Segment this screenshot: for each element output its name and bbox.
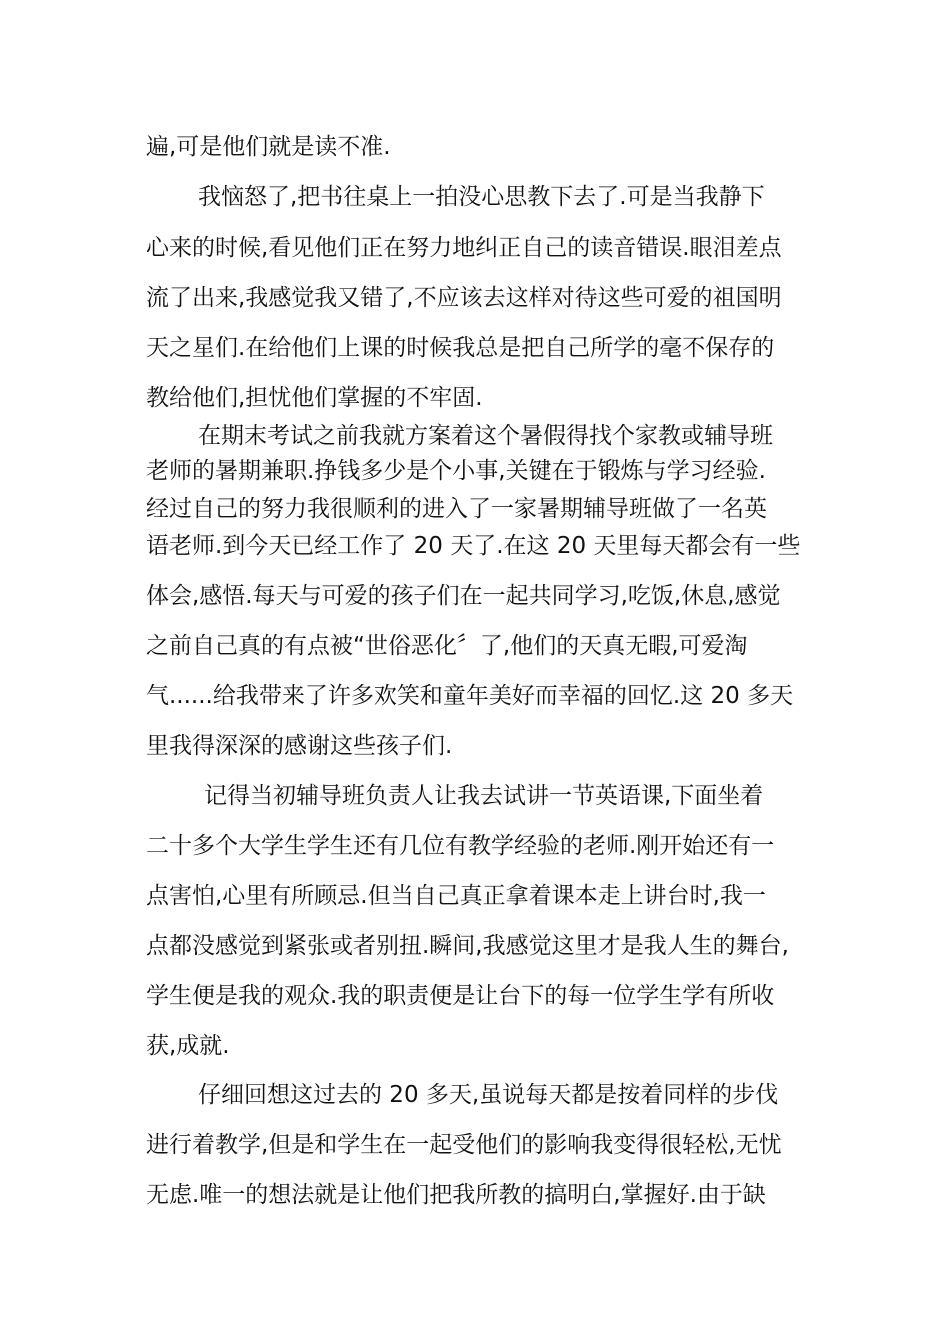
text-line: 学生便是我的观众.我的职责便是让台下的每一位学生学有所收 xyxy=(146,983,775,1009)
text-line: 二十多个大学生学生还有几位有教学经验的老师.刚开始还有一 xyxy=(146,833,775,859)
text-line: 我恼怒了,把书往桌上一拍没心思教下去了.可是当我静下 xyxy=(198,184,765,210)
text-line: 进行着教学,但是和学生在一起受他们的影响我变得很轻松,无忧 xyxy=(146,1132,782,1158)
text-line: 在期末考试之前我就方案着这个暑假得找个家教或辅导班 xyxy=(198,423,773,449)
text-line: 经过自己的努力我很顺利的进入了一家暑期辅导班做了一名英 xyxy=(146,496,767,522)
text-line: 里我得深深的感谢这些孩子们. xyxy=(146,733,453,759)
text-line: 语老师.到今天已经工作了 20 天了.在这 20 天里每天都会有一些 xyxy=(146,533,801,559)
text-line: 获,成就. xyxy=(146,1033,230,1059)
text-line: 仔细回想这过去的 20 多天,虽说每天都是按着同样的步伐 xyxy=(198,1082,779,1108)
text-line: 心来的时候,看见他们正在努力地纠正自己的读音错误.眼泪差点 xyxy=(146,235,782,261)
text-line: 老师的暑期兼职.挣钱多少是个小事,关键在于锻炼与学习经验. xyxy=(146,458,766,484)
text-line: 气......给我带来了许多欢笑和童年美好而幸福的回忆.这 20 多天 xyxy=(146,683,794,709)
text-line: 教给他们,担忧他们掌握的不牢固. xyxy=(146,385,483,411)
text-line: 体会,感悟.每天与可爱的孩子们在一起共同学习,吃饭,休息,感觉 xyxy=(146,583,781,609)
text-line: 之前自己真的有点被“世俗恶化〞了,他们的天真无暇,可爱淘 xyxy=(146,633,748,659)
text-line: 流了出来,我感觉我又错了,不应该去这样对待这些可爱的祖国明 xyxy=(146,285,782,311)
text-line: 无虑.唯一的想法就是让他们把我所教的搞明白,掌握好.由于缺 xyxy=(146,1182,766,1208)
text-line: 点害怕,心里有所顾忌.但当自己真正拿着课本走上讲台时,我一 xyxy=(146,883,766,909)
text-line: 天之星们.在给他们上课的时候我总是把自己所学的毫不保存的 xyxy=(146,335,775,361)
text-line: 遍,可是他们就是读不准. xyxy=(146,134,391,160)
text-line: 记得当初辅导班负责人让我去试讲一节英语课,下面坐着 xyxy=(204,783,764,809)
text-line: 点都没感觉到紧张或者别扭.瞬间,我感觉这里才是我人生的舞台, xyxy=(146,933,789,959)
